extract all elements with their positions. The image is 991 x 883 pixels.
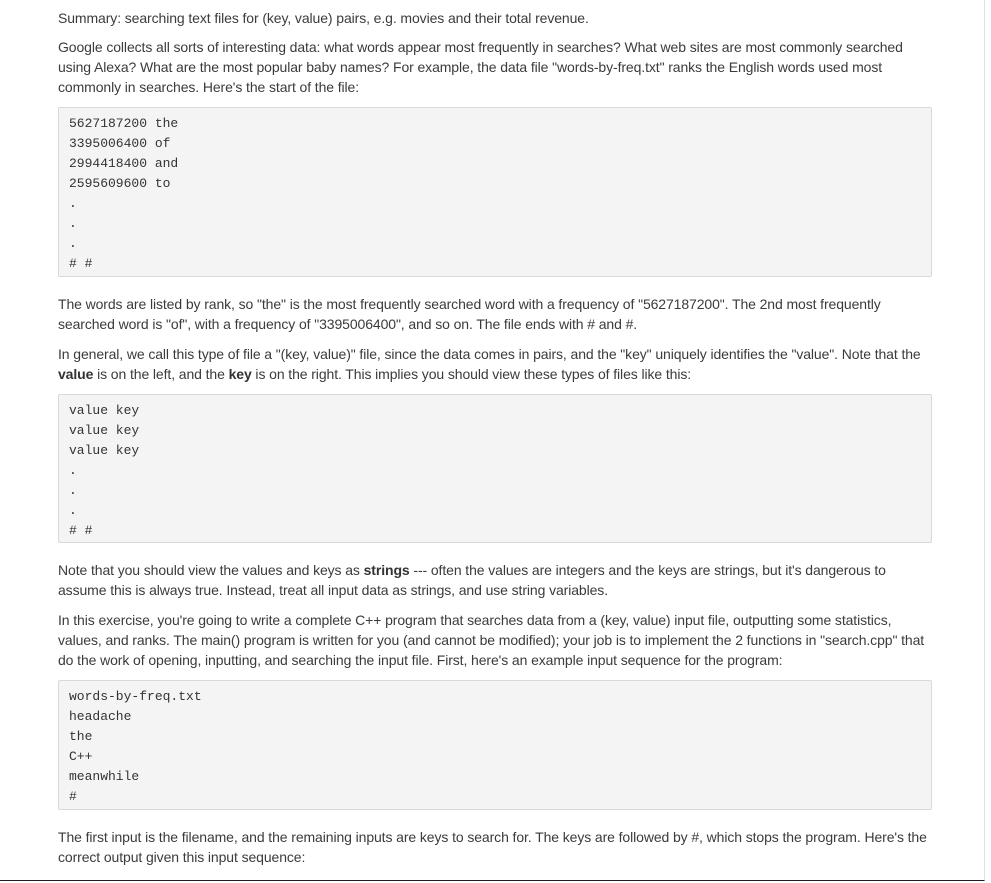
strings-text-2: --- often the values are integers and the keys are strings, but it's dangerous to assume this is always true. Instead, treat all input data as strings, and use string variables. [58,562,886,598]
code-line: the [69,729,93,744]
first-input-paragraph: The first input is the filename, and the remaining inputs are keys to search for. The keys are followed by #, which stops the program. Here's the correct output given this input sequence: [58,829,927,865]
code-line: meanwhile [69,769,140,784]
document-content [58,8,932,877]
code-line: . [69,463,77,478]
exercise-paragraph: In this exercise, you're going to write a complete C++ program that searches data from a (key, value) input file, outputting some statistics, values, and ranks. The main() program is written for you (and cannot be modified); your job is to implement the 2 functions in "search.cpp" that do the work of opening, inputting, and searching the input file. First, here's an example input sequence for the program: [58,612,925,668]
code-line: # [69,789,77,804]
code-line: . [69,196,77,211]
strings-text-1: Note that you should view the values and keys as [58,562,364,578]
summary-paragraph [58,8,932,28]
code-block-file-start [58,107,932,277]
value-word: value [58,366,94,382]
summary-text: : searching text files for (key, value) pairs, e.g. movies and their total revenue. [117,10,589,26]
code-line: . [69,236,77,251]
code-line: # # [69,523,93,538]
code-line: headache [69,709,132,724]
ranks-paragraph: The words are listed by rank, so "the" is the most frequently searched word with a frequency of "5627187200". The 2nd most frequently searched word is "of", with a frequency of "3395006400", and so on. The file ends with # and #. [58,296,881,332]
general-text-3: is on the right. This implies you should view these types of files like this: [251,366,692,382]
code-line: 2595609600 to [69,176,171,191]
code-block-value-key [58,394,932,543]
code-line: # # [69,256,93,271]
code-line: 2994418400 and [69,156,179,171]
code-line: . [69,503,77,518]
code-line: 5627187200 the [69,116,179,131]
code-line: value key [69,403,140,418]
code-block-input-sequence [58,680,932,810]
key-word: key [228,366,252,382]
intro-paragraph: Google collects all sorts of interesting data: what words appear most frequently in searches? What web sites are most commonly searched using Alexa? What are the most popular baby names? For example, the data file "words-by-freq.txt" ranks the English words used most commonly in searches. Here's the start of the file: [58,39,903,95]
general-paragraph [58,344,932,384]
code-line: C++ [69,749,93,764]
code-line: . [69,216,77,231]
summary-label: Summary [58,10,118,26]
code-line: value key [69,423,140,438]
strings-word: strings [363,562,410,578]
code-line: 3395006400 of [69,136,171,151]
code-line: words-by-freq.txt [69,689,202,704]
general-text-2: is on the left, and the [93,366,229,382]
strings-note-paragraph [58,560,932,600]
general-text-1: In general, we call this type of file a "(key, value)" file, since the data comes in pairs, and the "key" uniquely identifies the "value". Note that the [58,346,921,362]
code-line: value key [69,443,140,458]
code-line: . [69,483,77,498]
